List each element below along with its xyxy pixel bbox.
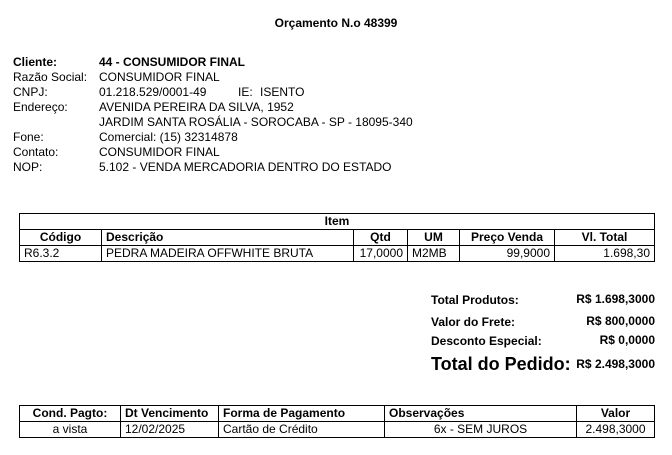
table-row	[20, 246, 655, 262]
desconto-especial-value: R$ 0,0000	[599, 333, 655, 347]
endereco-line1: AVENIDA PEREIRA DA SILVA, 1952	[99, 100, 294, 114]
total-pedido-value: R$ 2.498,3000	[576, 357, 655, 371]
pay-observacoes: 6x - SEM JUROS	[385, 422, 577, 438]
razao-social-value: CONSUMIDOR FINAL	[99, 70, 220, 84]
payment-header-row	[20, 406, 655, 422]
contato-label: Contato:	[13, 145, 59, 159]
col-observacoes-header: Observações	[385, 406, 577, 422]
pay-forma: Cartão de Crédito	[219, 422, 385, 438]
items-header-row	[20, 230, 655, 246]
contato-value: CONSUMIDOR FINAL	[99, 145, 220, 159]
item-qtd: 17,0000	[354, 246, 408, 262]
nop-value: 5.102 - VENDA MERCADORIA DENTRO DO ESTADO	[99, 160, 392, 174]
endereco-label: Endereço:	[13, 100, 68, 114]
item-preco: 99,9000	[460, 246, 555, 262]
item-descricao: PEDRA MADEIRA OFFWHITE BRUTA	[102, 246, 354, 262]
col-vencimento-header: Dt Vencimento	[121, 406, 219, 422]
cnpj-label: CNPJ:	[13, 85, 48, 99]
fone-value: Comercial: (15) 32314878	[99, 130, 238, 144]
col-valor-header: Valor	[577, 406, 655, 422]
col-cond-pagto-header: Cond. Pagto:	[20, 406, 121, 422]
cliente-label: Cliente:	[13, 55, 58, 69]
col-descricao-header: Descrição	[102, 230, 354, 246]
total-produtos-label: Total Produtos:	[431, 293, 519, 307]
ie-value: ISENTO	[260, 85, 305, 99]
item-um: M2MB	[408, 246, 460, 262]
col-total-header: Vl. Total	[555, 230, 655, 246]
col-codigo-header: Código	[20, 230, 102, 246]
pay-cond: a vista	[20, 422, 121, 438]
desconto-especial-label: Desconto Especial:	[431, 334, 542, 348]
col-qtd-header: Qtd	[354, 230, 408, 246]
nop-label: NOP:	[13, 160, 43, 174]
table-row	[20, 422, 655, 438]
total-produtos-value: R$ 1.698,3000	[576, 292, 655, 306]
cnpj-value: 01.218.529/0001-49	[99, 85, 207, 99]
item-codigo: R6.3.2	[20, 246, 102, 262]
pay-vencimento: 12/02/2025	[121, 422, 219, 438]
payment-table	[19, 405, 655, 438]
document-title: Orçamento N.o 48399	[274, 16, 398, 30]
col-forma-pagamento-header: Forma de Pagamento	[219, 406, 385, 422]
valor-frete-label: Valor do Frete:	[431, 315, 516, 329]
total-pedido-label: Total do Pedido:	[431, 354, 571, 374]
cliente-value: 44 - CONSUMIDOR FINAL	[99, 55, 246, 69]
ie-label: IE:	[238, 85, 253, 99]
items-caption: Item	[20, 214, 655, 230]
endereco-line2: JARDIM SANTA ROSÁLIA - SOROCABA - SP - 18095-340	[99, 115, 413, 129]
razao-social-label: Razão Social:	[13, 70, 88, 84]
col-preco-header: Preço Venda	[460, 230, 555, 246]
pay-valor: 2.498,3000	[577, 422, 655, 438]
valor-frete-value: R$ 800,0000	[586, 314, 655, 328]
item-total: 1.698,30	[555, 246, 655, 262]
col-um-header: UM	[408, 230, 460, 246]
items-table	[19, 213, 655, 262]
fone-label: Fone:	[13, 130, 44, 144]
